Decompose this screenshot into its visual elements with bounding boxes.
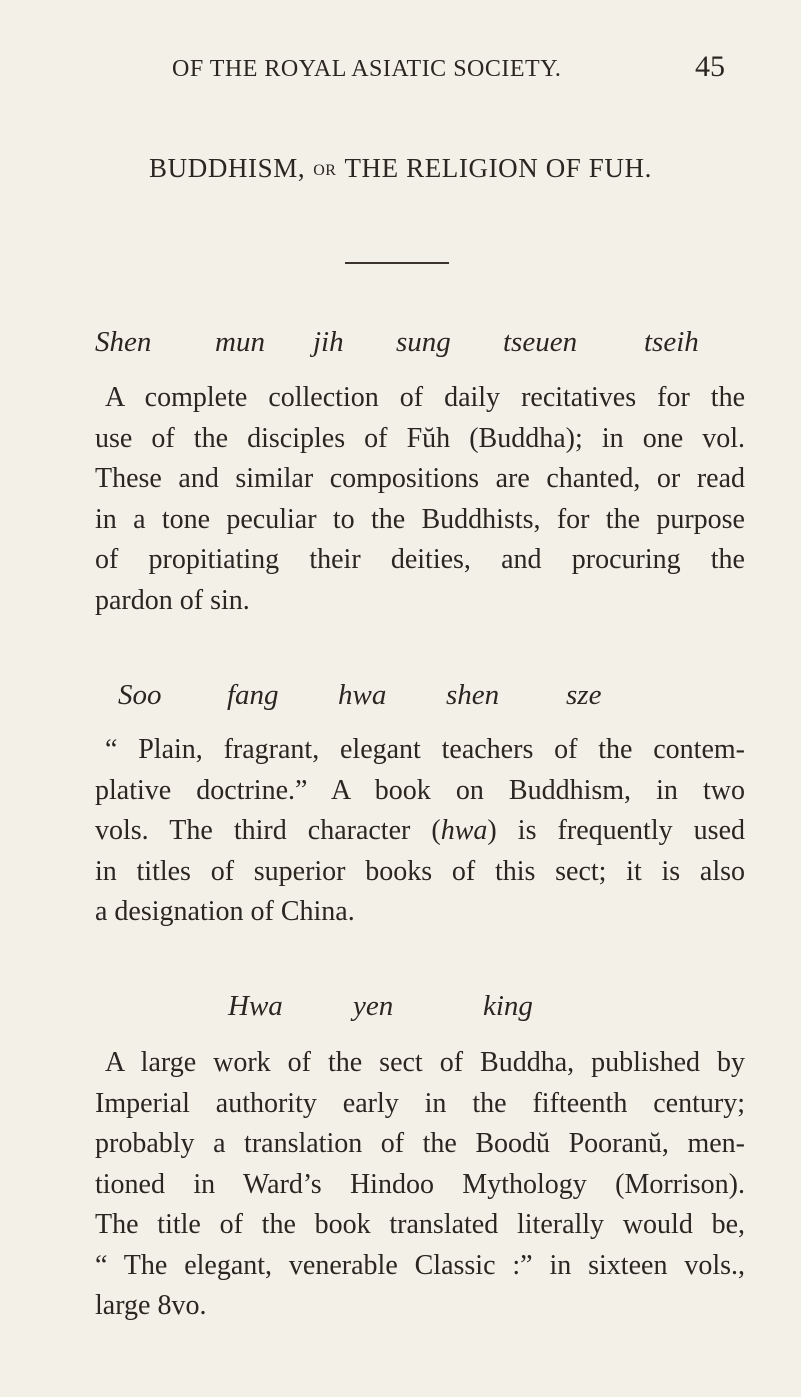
text-line: large 8vo. xyxy=(95,1290,207,1321)
romanized-word: fang xyxy=(227,679,279,711)
entry-1-description xyxy=(95,378,745,621)
entry-2-description xyxy=(95,730,745,933)
section-heading-part2: THE RELIGION OF FUH. xyxy=(344,153,652,183)
text-line: These and similar compositions are chanted, or read xyxy=(95,463,745,494)
romanized-word: shen xyxy=(446,679,500,711)
section-divider-rule xyxy=(345,262,449,264)
text-line: use of the disciples of Fŭh (Buddha); in one vol. xyxy=(95,422,745,454)
romanized-word: mun xyxy=(215,326,265,358)
text-line: a designation of China. xyxy=(95,896,355,927)
text-line: probably a translation of the Boodŭ Pooranŭ, men- xyxy=(95,1128,745,1159)
romanized-word: hwa xyxy=(338,679,387,711)
romanized-word: king xyxy=(483,990,533,1022)
text-line: plative doctrine.” A book on Buddhism, in two xyxy=(95,774,745,806)
section-heading xyxy=(0,153,801,184)
romanized-word: sung xyxy=(396,326,451,358)
entry-1-romanized-title xyxy=(95,326,735,366)
romanized-word: Soo xyxy=(118,679,162,711)
text-line: Imperial authority early in the fifteenth century; xyxy=(95,1087,745,1119)
romanized-word: tseih xyxy=(644,326,699,358)
section-heading-part1: BUDDHISM, xyxy=(149,153,306,183)
italic-term: hwa xyxy=(440,815,488,846)
text-line: A complete collection of daily recitatives for the xyxy=(105,382,745,413)
text-line: The title of the book translated literally would be, xyxy=(95,1209,745,1240)
text-line: tioned in Ward’s Hindoo Mythology (Morrison). xyxy=(95,1168,745,1200)
romanized-word: jih xyxy=(313,326,344,358)
running-head xyxy=(0,50,801,92)
romanized-word: yen xyxy=(353,990,394,1022)
romanized-word: Shen xyxy=(95,326,152,358)
entry-3-romanized-title xyxy=(95,990,735,1030)
text-line: in titles of superior books of this sect; it is also xyxy=(95,855,745,887)
page-number: 45 xyxy=(695,50,725,83)
section-heading-or: OR xyxy=(313,162,337,179)
text-line: in a tone peculiar to the Buddhists, for the purpose xyxy=(95,503,745,535)
romanized-word: sze xyxy=(566,679,602,711)
text-line: “ The elegant, venerable Classic :” in sixteen vols., xyxy=(95,1249,745,1281)
text-line: pardon of sin. xyxy=(95,584,250,616)
entry-3-description xyxy=(95,1043,745,1327)
text-line: “ Plain, fragrant, elegant teachers of the contem- xyxy=(105,734,745,765)
romanized-word: tseuen xyxy=(503,326,578,358)
romanized-word: Hwa xyxy=(228,990,283,1022)
text-line: A large work of the sect of Buddha, published by xyxy=(105,1047,745,1078)
entry-2-romanized-title xyxy=(95,679,735,719)
running-title: OF THE ROYAL ASIATIC SOCIETY. xyxy=(172,56,562,82)
text-line: vols. The third character (hwa) is frequently used xyxy=(95,815,745,846)
text-line: of propitiating their deities, and procuring the xyxy=(95,544,745,575)
